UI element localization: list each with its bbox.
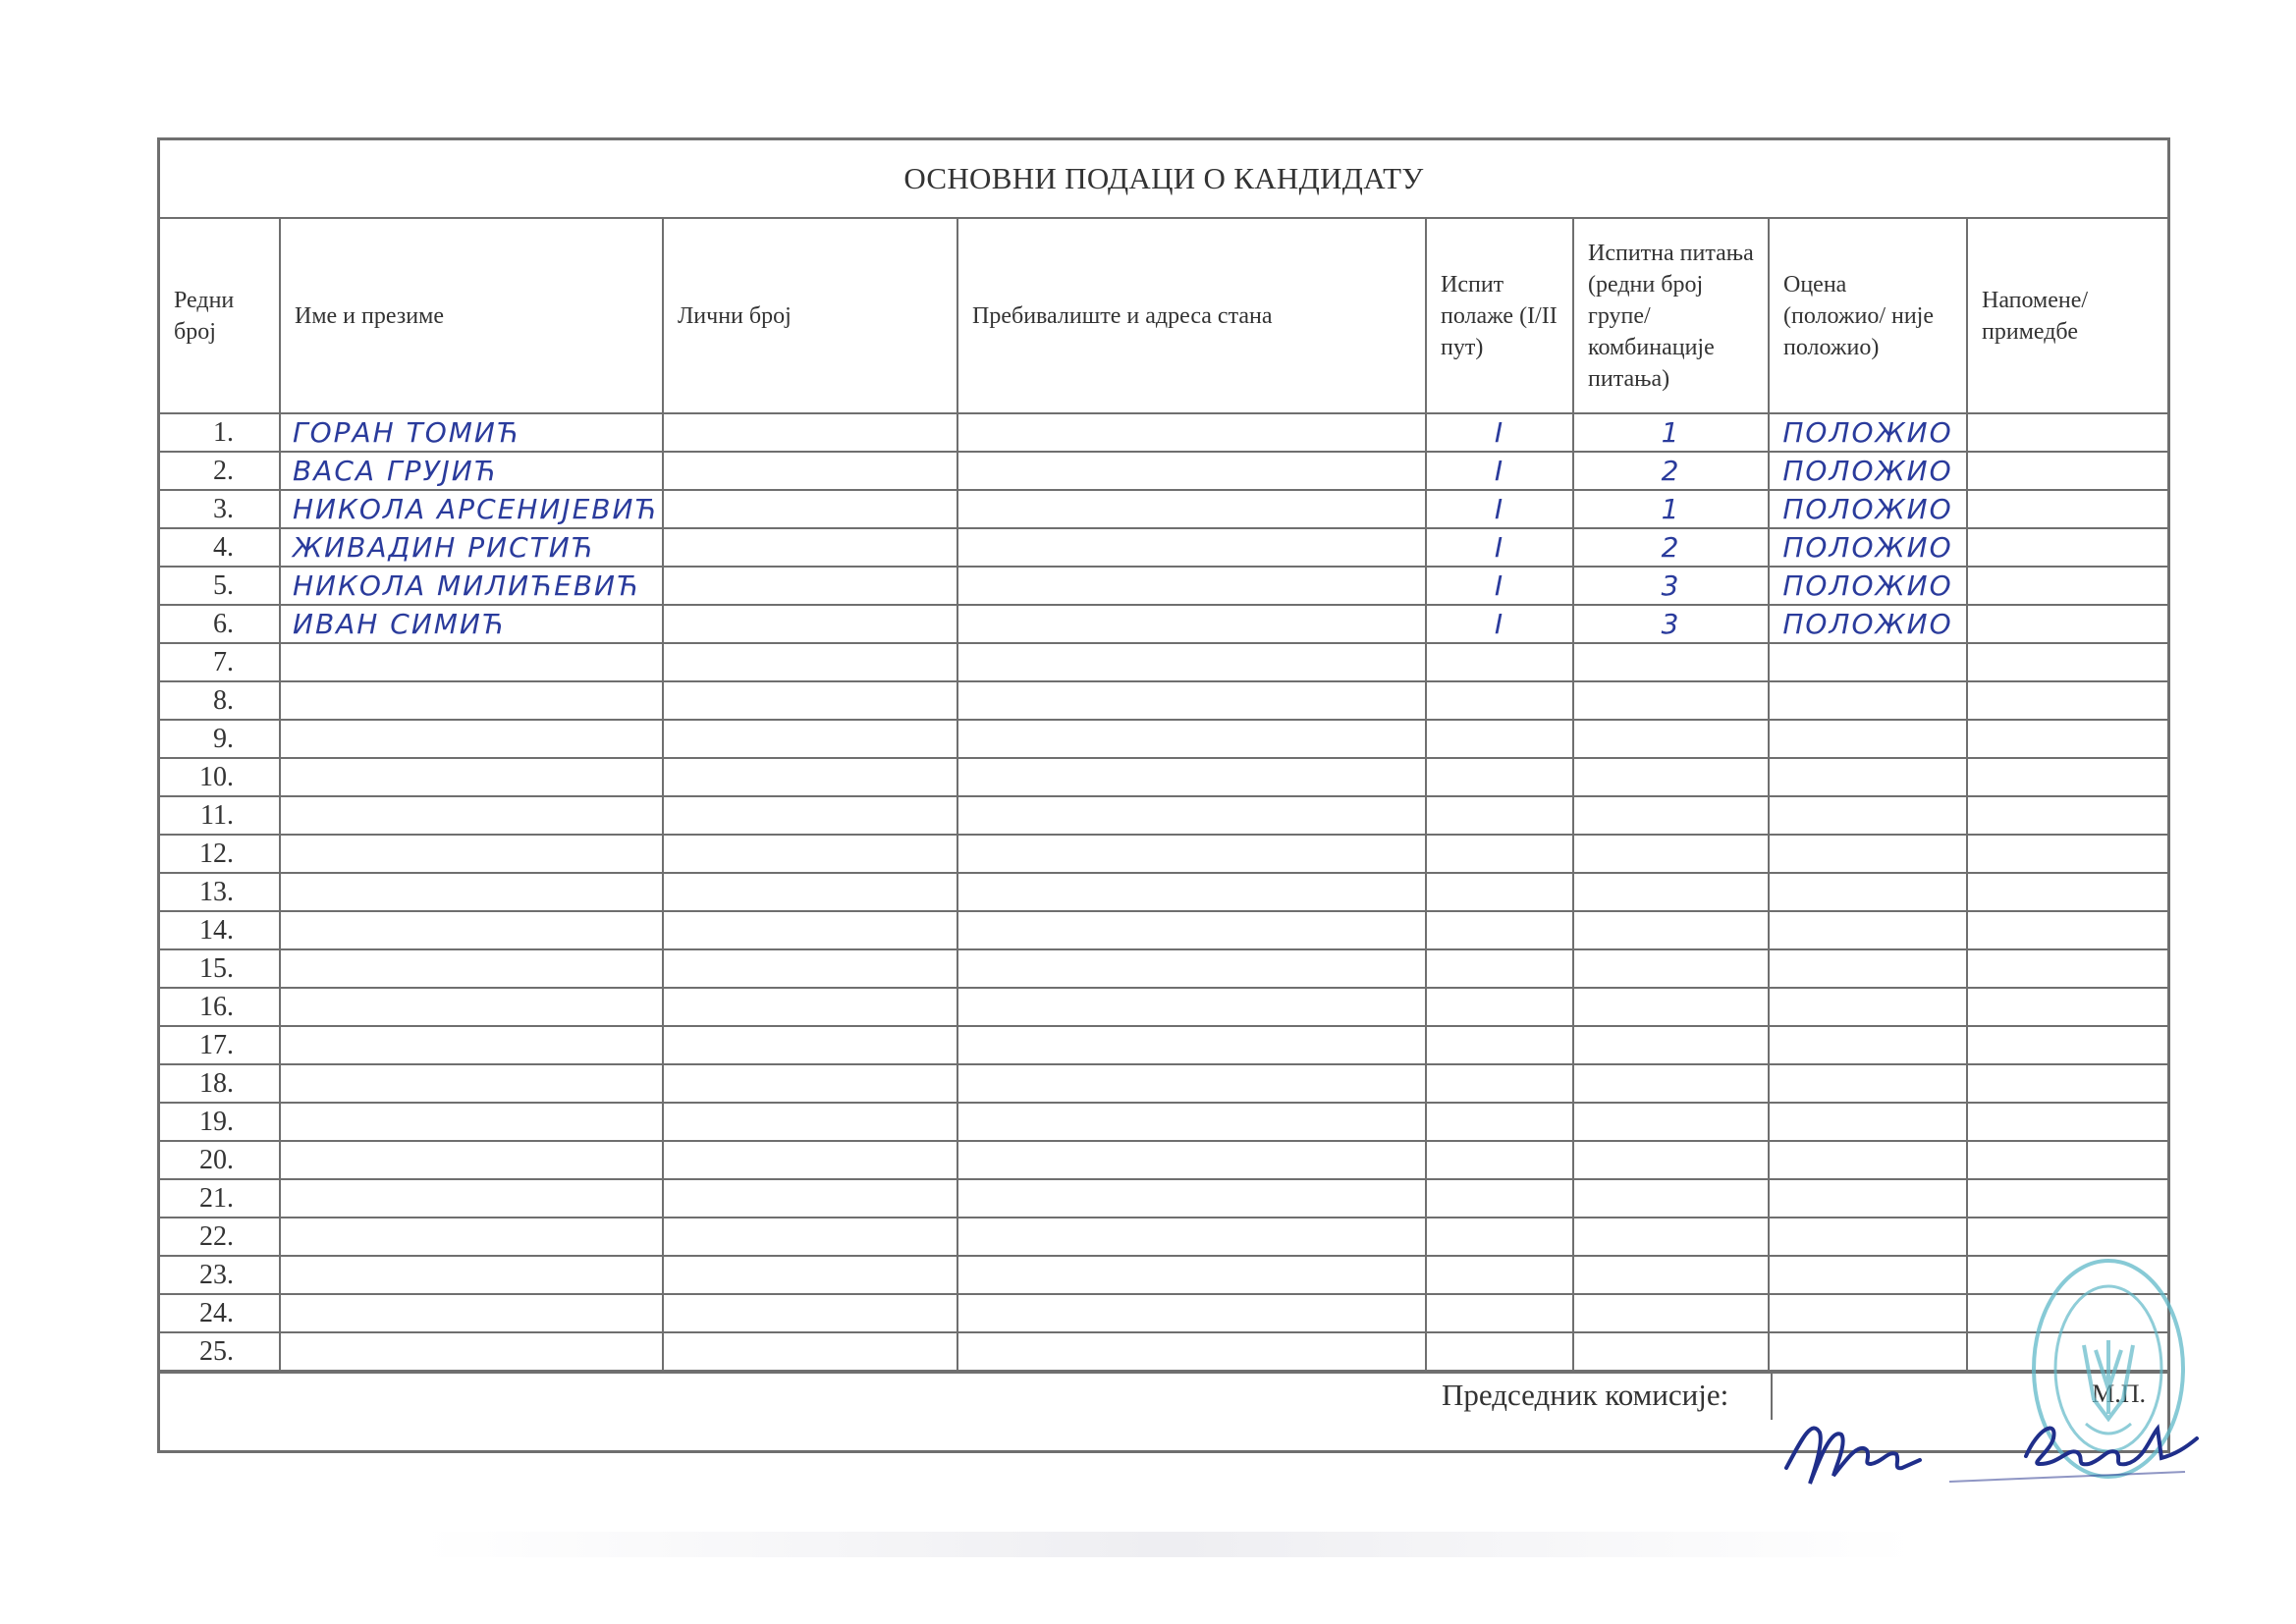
cell-row-number: 16. bbox=[160, 988, 280, 1026]
cell-address bbox=[957, 413, 1426, 452]
commission-chair-label: Председник комисије: bbox=[1442, 1378, 1729, 1412]
table-row bbox=[160, 1332, 2167, 1371]
cell-grade bbox=[1769, 988, 1967, 1026]
cell-question-group: 3 bbox=[1573, 605, 1769, 643]
cell-grade bbox=[1769, 758, 1967, 796]
cell-notes bbox=[1967, 605, 2167, 643]
cell-question-group: 2 bbox=[1573, 452, 1769, 490]
cell-address bbox=[957, 1179, 1426, 1218]
cell-attempt bbox=[1426, 1064, 1573, 1103]
table-row bbox=[160, 528, 2167, 567]
cell-grade bbox=[1769, 720, 1967, 758]
cell-candidate-name bbox=[280, 949, 663, 988]
cell-candidate-name bbox=[280, 1179, 663, 1218]
cell-candidate-name bbox=[280, 758, 663, 796]
cell-row-number: 22. bbox=[160, 1218, 280, 1256]
cell-question-group bbox=[1573, 758, 1769, 796]
cell-question-group bbox=[1573, 988, 1769, 1026]
cell-notes bbox=[1967, 681, 2167, 720]
cell-attempt: I bbox=[1426, 605, 1573, 643]
cell-candidate-name: ЖИВАДИН РИСТИЋ bbox=[280, 528, 663, 567]
cell-row-number: 10. bbox=[160, 758, 280, 796]
table-row bbox=[160, 949, 2167, 988]
cell-notes bbox=[1967, 835, 2167, 873]
cell-grade: ПОЛОЖИО bbox=[1769, 567, 1967, 605]
cell-personal-id bbox=[663, 1026, 957, 1064]
cell-row-number: 12. bbox=[160, 835, 280, 873]
cell-grade bbox=[1769, 1103, 1967, 1141]
cell-row-number: 2. bbox=[160, 452, 280, 490]
cell-personal-id bbox=[663, 1332, 957, 1371]
col-header-number: Редни број bbox=[160, 219, 280, 413]
cell-candidate-name bbox=[280, 988, 663, 1026]
cell-notes bbox=[1967, 949, 2167, 988]
cell-candidate-name bbox=[280, 873, 663, 911]
cell-address bbox=[957, 1332, 1426, 1371]
cell-candidate-name bbox=[280, 1103, 663, 1141]
cell-notes bbox=[1967, 490, 2167, 528]
cell-question-group bbox=[1573, 1026, 1769, 1064]
cell-attempt: I bbox=[1426, 452, 1573, 490]
cell-row-number: 21. bbox=[160, 1179, 280, 1218]
cell-grade bbox=[1769, 873, 1967, 911]
col-header-name: Име и презиме bbox=[280, 219, 663, 413]
cell-personal-id bbox=[663, 643, 957, 681]
cell-address bbox=[957, 1141, 1426, 1179]
cell-address bbox=[957, 949, 1426, 988]
col-header-notes: Напомене/ примедбе bbox=[1967, 219, 2167, 413]
cell-candidate-name bbox=[280, 1218, 663, 1256]
cell-address bbox=[957, 681, 1426, 720]
cell-question-group: 1 bbox=[1573, 413, 1769, 452]
cell-row-number: 5. bbox=[160, 567, 280, 605]
table-row bbox=[160, 1141, 2167, 1179]
cell-attempt bbox=[1426, 1103, 1573, 1141]
cell-grade: ПОЛОЖИО bbox=[1769, 452, 1967, 490]
scan-smudge bbox=[422, 1532, 1915, 1557]
cell-address bbox=[957, 605, 1426, 643]
cell-row-number: 23. bbox=[160, 1256, 280, 1294]
cell-grade bbox=[1769, 1218, 1967, 1256]
seal-placeholder-label: М.П. bbox=[2092, 1380, 2146, 1408]
cell-question-group: 1 bbox=[1573, 490, 1769, 528]
cell-address bbox=[957, 1294, 1426, 1332]
col-header-personal-id: Лични број bbox=[663, 219, 957, 413]
cell-address bbox=[957, 758, 1426, 796]
cell-grade bbox=[1769, 1332, 1967, 1371]
cell-personal-id bbox=[663, 1141, 957, 1179]
cell-personal-id bbox=[663, 873, 957, 911]
table-row bbox=[160, 835, 2167, 873]
cell-notes bbox=[1967, 1103, 2167, 1141]
cell-personal-id bbox=[663, 528, 957, 567]
table-row bbox=[160, 452, 2167, 490]
cell-attempt bbox=[1426, 796, 1573, 835]
cell-notes bbox=[1967, 1179, 2167, 1218]
cell-candidate-name bbox=[280, 720, 663, 758]
cell-address bbox=[957, 873, 1426, 911]
cell-notes bbox=[1967, 720, 2167, 758]
table-row bbox=[160, 1064, 2167, 1103]
cell-question-group bbox=[1573, 1332, 1769, 1371]
cell-grade bbox=[1769, 681, 1967, 720]
cell-row-number: 3. bbox=[160, 490, 280, 528]
cell-question-group bbox=[1573, 1141, 1769, 1179]
cell-question-group bbox=[1573, 1256, 1769, 1294]
cell-address bbox=[957, 528, 1426, 567]
cell-notes bbox=[1967, 528, 2167, 567]
cell-grade: ПОЛОЖИО bbox=[1769, 605, 1967, 643]
cell-personal-id bbox=[663, 988, 957, 1026]
cell-address bbox=[957, 1103, 1426, 1141]
cell-attempt: I bbox=[1426, 567, 1573, 605]
cell-grade: ПОЛОЖИО bbox=[1769, 528, 1967, 567]
cell-personal-id bbox=[663, 835, 957, 873]
candidate-table bbox=[160, 219, 2167, 1372]
cell-grade bbox=[1769, 949, 1967, 988]
cell-attempt bbox=[1426, 835, 1573, 873]
cell-address bbox=[957, 1064, 1426, 1103]
cell-grade bbox=[1769, 1256, 1967, 1294]
cell-grade bbox=[1769, 911, 1967, 949]
cell-row-number: 9. bbox=[160, 720, 280, 758]
cell-question-group bbox=[1573, 643, 1769, 681]
cell-notes bbox=[1967, 1026, 2167, 1064]
cell-attempt bbox=[1426, 988, 1573, 1026]
cell-notes bbox=[1967, 1064, 2167, 1103]
cell-personal-id bbox=[663, 949, 957, 988]
cell-notes bbox=[1967, 567, 2167, 605]
cell-row-number: 1. bbox=[160, 413, 280, 452]
table-row bbox=[160, 758, 2167, 796]
cell-candidate-name bbox=[280, 1294, 663, 1332]
table-row bbox=[160, 643, 2167, 681]
cell-attempt bbox=[1426, 1256, 1573, 1294]
cell-address bbox=[957, 720, 1426, 758]
cell-personal-id bbox=[663, 1256, 957, 1294]
cell-question-group bbox=[1573, 1294, 1769, 1332]
cell-grade bbox=[1769, 1294, 1967, 1332]
cell-candidate-name: ВАСА ГРУЈИЋ bbox=[280, 452, 663, 490]
cell-attempt bbox=[1426, 681, 1573, 720]
cell-row-number: 24. bbox=[160, 1294, 280, 1332]
cell-question-group bbox=[1573, 720, 1769, 758]
table-row bbox=[160, 413, 2167, 452]
cell-personal-id bbox=[663, 681, 957, 720]
cell-question-group bbox=[1573, 911, 1769, 949]
cell-personal-id bbox=[663, 1218, 957, 1256]
cell-notes bbox=[1967, 643, 2167, 681]
cell-grade bbox=[1769, 643, 1967, 681]
table-row bbox=[160, 1218, 2167, 1256]
cell-grade bbox=[1769, 1179, 1967, 1218]
cell-address bbox=[957, 1218, 1426, 1256]
cell-question-group bbox=[1573, 835, 1769, 873]
cell-personal-id bbox=[663, 1179, 957, 1218]
table-row bbox=[160, 1103, 2167, 1141]
cell-personal-id bbox=[663, 490, 957, 528]
cell-row-number: 8. bbox=[160, 681, 280, 720]
cell-attempt bbox=[1426, 1332, 1573, 1371]
table-row bbox=[160, 911, 2167, 949]
cell-attempt bbox=[1426, 911, 1573, 949]
cell-personal-id bbox=[663, 1103, 957, 1141]
cell-row-number: 11. bbox=[160, 796, 280, 835]
cell-attempt: I bbox=[1426, 528, 1573, 567]
cell-question-group bbox=[1573, 1179, 1769, 1218]
table-header-row bbox=[160, 219, 2167, 413]
cell-row-number: 20. bbox=[160, 1141, 280, 1179]
table-row bbox=[160, 1294, 2167, 1332]
cell-address bbox=[957, 490, 1426, 528]
cell-question-group bbox=[1573, 873, 1769, 911]
col-header-grade: Оцена (положио/ није положио) bbox=[1769, 219, 1967, 413]
cell-grade bbox=[1769, 1141, 1967, 1179]
table-row bbox=[160, 1179, 2167, 1218]
cell-notes bbox=[1967, 988, 2167, 1026]
cell-personal-id bbox=[663, 1294, 957, 1332]
cell-question-group bbox=[1573, 1218, 1769, 1256]
cell-grade bbox=[1769, 1026, 1967, 1064]
cell-personal-id bbox=[663, 605, 957, 643]
cell-personal-id bbox=[663, 720, 957, 758]
cell-address bbox=[957, 643, 1426, 681]
cell-candidate-name bbox=[280, 911, 663, 949]
cell-question-group bbox=[1573, 1103, 1769, 1141]
cell-grade bbox=[1769, 796, 1967, 835]
cell-personal-id bbox=[663, 452, 957, 490]
cell-notes bbox=[1967, 1141, 2167, 1179]
cell-notes bbox=[1967, 796, 2167, 835]
cell-candidate-name: ГОРАН ТОМИЋ bbox=[280, 413, 663, 452]
cell-personal-id bbox=[663, 796, 957, 835]
cell-attempt bbox=[1426, 949, 1573, 988]
cell-grade: ПОЛОЖИО bbox=[1769, 413, 1967, 452]
cell-personal-id bbox=[663, 567, 957, 605]
cell-attempt bbox=[1426, 758, 1573, 796]
cell-attempt: I bbox=[1426, 413, 1573, 452]
cell-attempt bbox=[1426, 1218, 1573, 1256]
cell-row-number: 25. bbox=[160, 1332, 280, 1371]
cell-candidate-name bbox=[280, 1332, 663, 1371]
table-row bbox=[160, 1256, 2167, 1294]
cell-candidate-name bbox=[280, 796, 663, 835]
table-row bbox=[160, 873, 2167, 911]
cell-row-number: 4. bbox=[160, 528, 280, 567]
col-header-address: Пребивалиште и адреса стана bbox=[957, 219, 1426, 413]
cell-row-number: 13. bbox=[160, 873, 280, 911]
cell-grade bbox=[1769, 1064, 1967, 1103]
cell-question-group: 3 bbox=[1573, 567, 1769, 605]
cell-grade: ПОЛОЖИО bbox=[1769, 490, 1967, 528]
cell-question-group bbox=[1573, 949, 1769, 988]
cell-personal-id bbox=[663, 758, 957, 796]
cell-candidate-name bbox=[280, 835, 663, 873]
cell-address bbox=[957, 1026, 1426, 1064]
cell-notes bbox=[1967, 758, 2167, 796]
cell-row-number: 14. bbox=[160, 911, 280, 949]
cell-question-group bbox=[1573, 1064, 1769, 1103]
cell-notes bbox=[1967, 413, 2167, 452]
cell-row-number: 18. bbox=[160, 1064, 280, 1103]
cell-notes bbox=[1967, 873, 2167, 911]
cell-attempt bbox=[1426, 873, 1573, 911]
cell-attempt bbox=[1426, 1141, 1573, 1179]
cell-candidate-name bbox=[280, 1064, 663, 1103]
cell-grade bbox=[1769, 835, 1967, 873]
cell-personal-id bbox=[663, 911, 957, 949]
cell-row-number: 19. bbox=[160, 1103, 280, 1141]
cell-candidate-name bbox=[280, 1141, 663, 1179]
table-row bbox=[160, 490, 2167, 528]
cell-address bbox=[957, 988, 1426, 1026]
cell-row-number: 15. bbox=[160, 949, 280, 988]
table-row bbox=[160, 988, 2167, 1026]
cell-attempt bbox=[1426, 720, 1573, 758]
cell-personal-id bbox=[663, 413, 957, 452]
cell-attempt bbox=[1426, 643, 1573, 681]
cell-candidate-name bbox=[280, 643, 663, 681]
cell-address bbox=[957, 911, 1426, 949]
table-row bbox=[160, 567, 2167, 605]
cell-row-number: 7. bbox=[160, 643, 280, 681]
form-title: ОСНОВНИ ПОДАЦИ О КАНДИДАТУ bbox=[160, 140, 2167, 219]
cell-question-group bbox=[1573, 796, 1769, 835]
cell-address bbox=[957, 796, 1426, 835]
table-row bbox=[160, 1026, 2167, 1064]
cell-address bbox=[957, 567, 1426, 605]
cell-candidate-name bbox=[280, 681, 663, 720]
cell-address bbox=[957, 835, 1426, 873]
cell-candidate-name bbox=[280, 1026, 663, 1064]
cell-notes bbox=[1967, 911, 2167, 949]
col-header-questions: Испитна питања (редни број групе/ комбинације питања) bbox=[1573, 219, 1769, 413]
table-row bbox=[160, 681, 2167, 720]
cell-candidate-name bbox=[280, 1256, 663, 1294]
cell-attempt bbox=[1426, 1179, 1573, 1218]
chair-signature bbox=[1773, 1399, 2214, 1497]
cell-notes bbox=[1967, 1218, 2167, 1256]
cell-address bbox=[957, 1256, 1426, 1294]
table-row bbox=[160, 720, 2167, 758]
table-row bbox=[160, 796, 2167, 835]
table-row bbox=[160, 605, 2167, 643]
cell-address bbox=[957, 452, 1426, 490]
cell-candidate-name: ИВАН СИМИЋ bbox=[280, 605, 663, 643]
cell-attempt: I bbox=[1426, 490, 1573, 528]
candidate-form bbox=[157, 137, 2170, 1453]
cell-question-group bbox=[1573, 681, 1769, 720]
cell-attempt bbox=[1426, 1026, 1573, 1064]
cell-question-group: 2 bbox=[1573, 528, 1769, 567]
cell-personal-id bbox=[663, 1064, 957, 1103]
cell-candidate-name: НИКОЛА МИЛИЋЕВИЋ bbox=[280, 567, 663, 605]
cell-notes bbox=[1967, 452, 2167, 490]
cell-candidate-name: НИКОЛА АРСЕНИЈЕВИЋ bbox=[280, 490, 663, 528]
cell-attempt bbox=[1426, 1294, 1573, 1332]
cell-row-number: 6. bbox=[160, 605, 280, 643]
cell-row-number: 17. bbox=[160, 1026, 280, 1064]
col-header-attempt: Испит полаже (I/II пут) bbox=[1426, 219, 1573, 413]
